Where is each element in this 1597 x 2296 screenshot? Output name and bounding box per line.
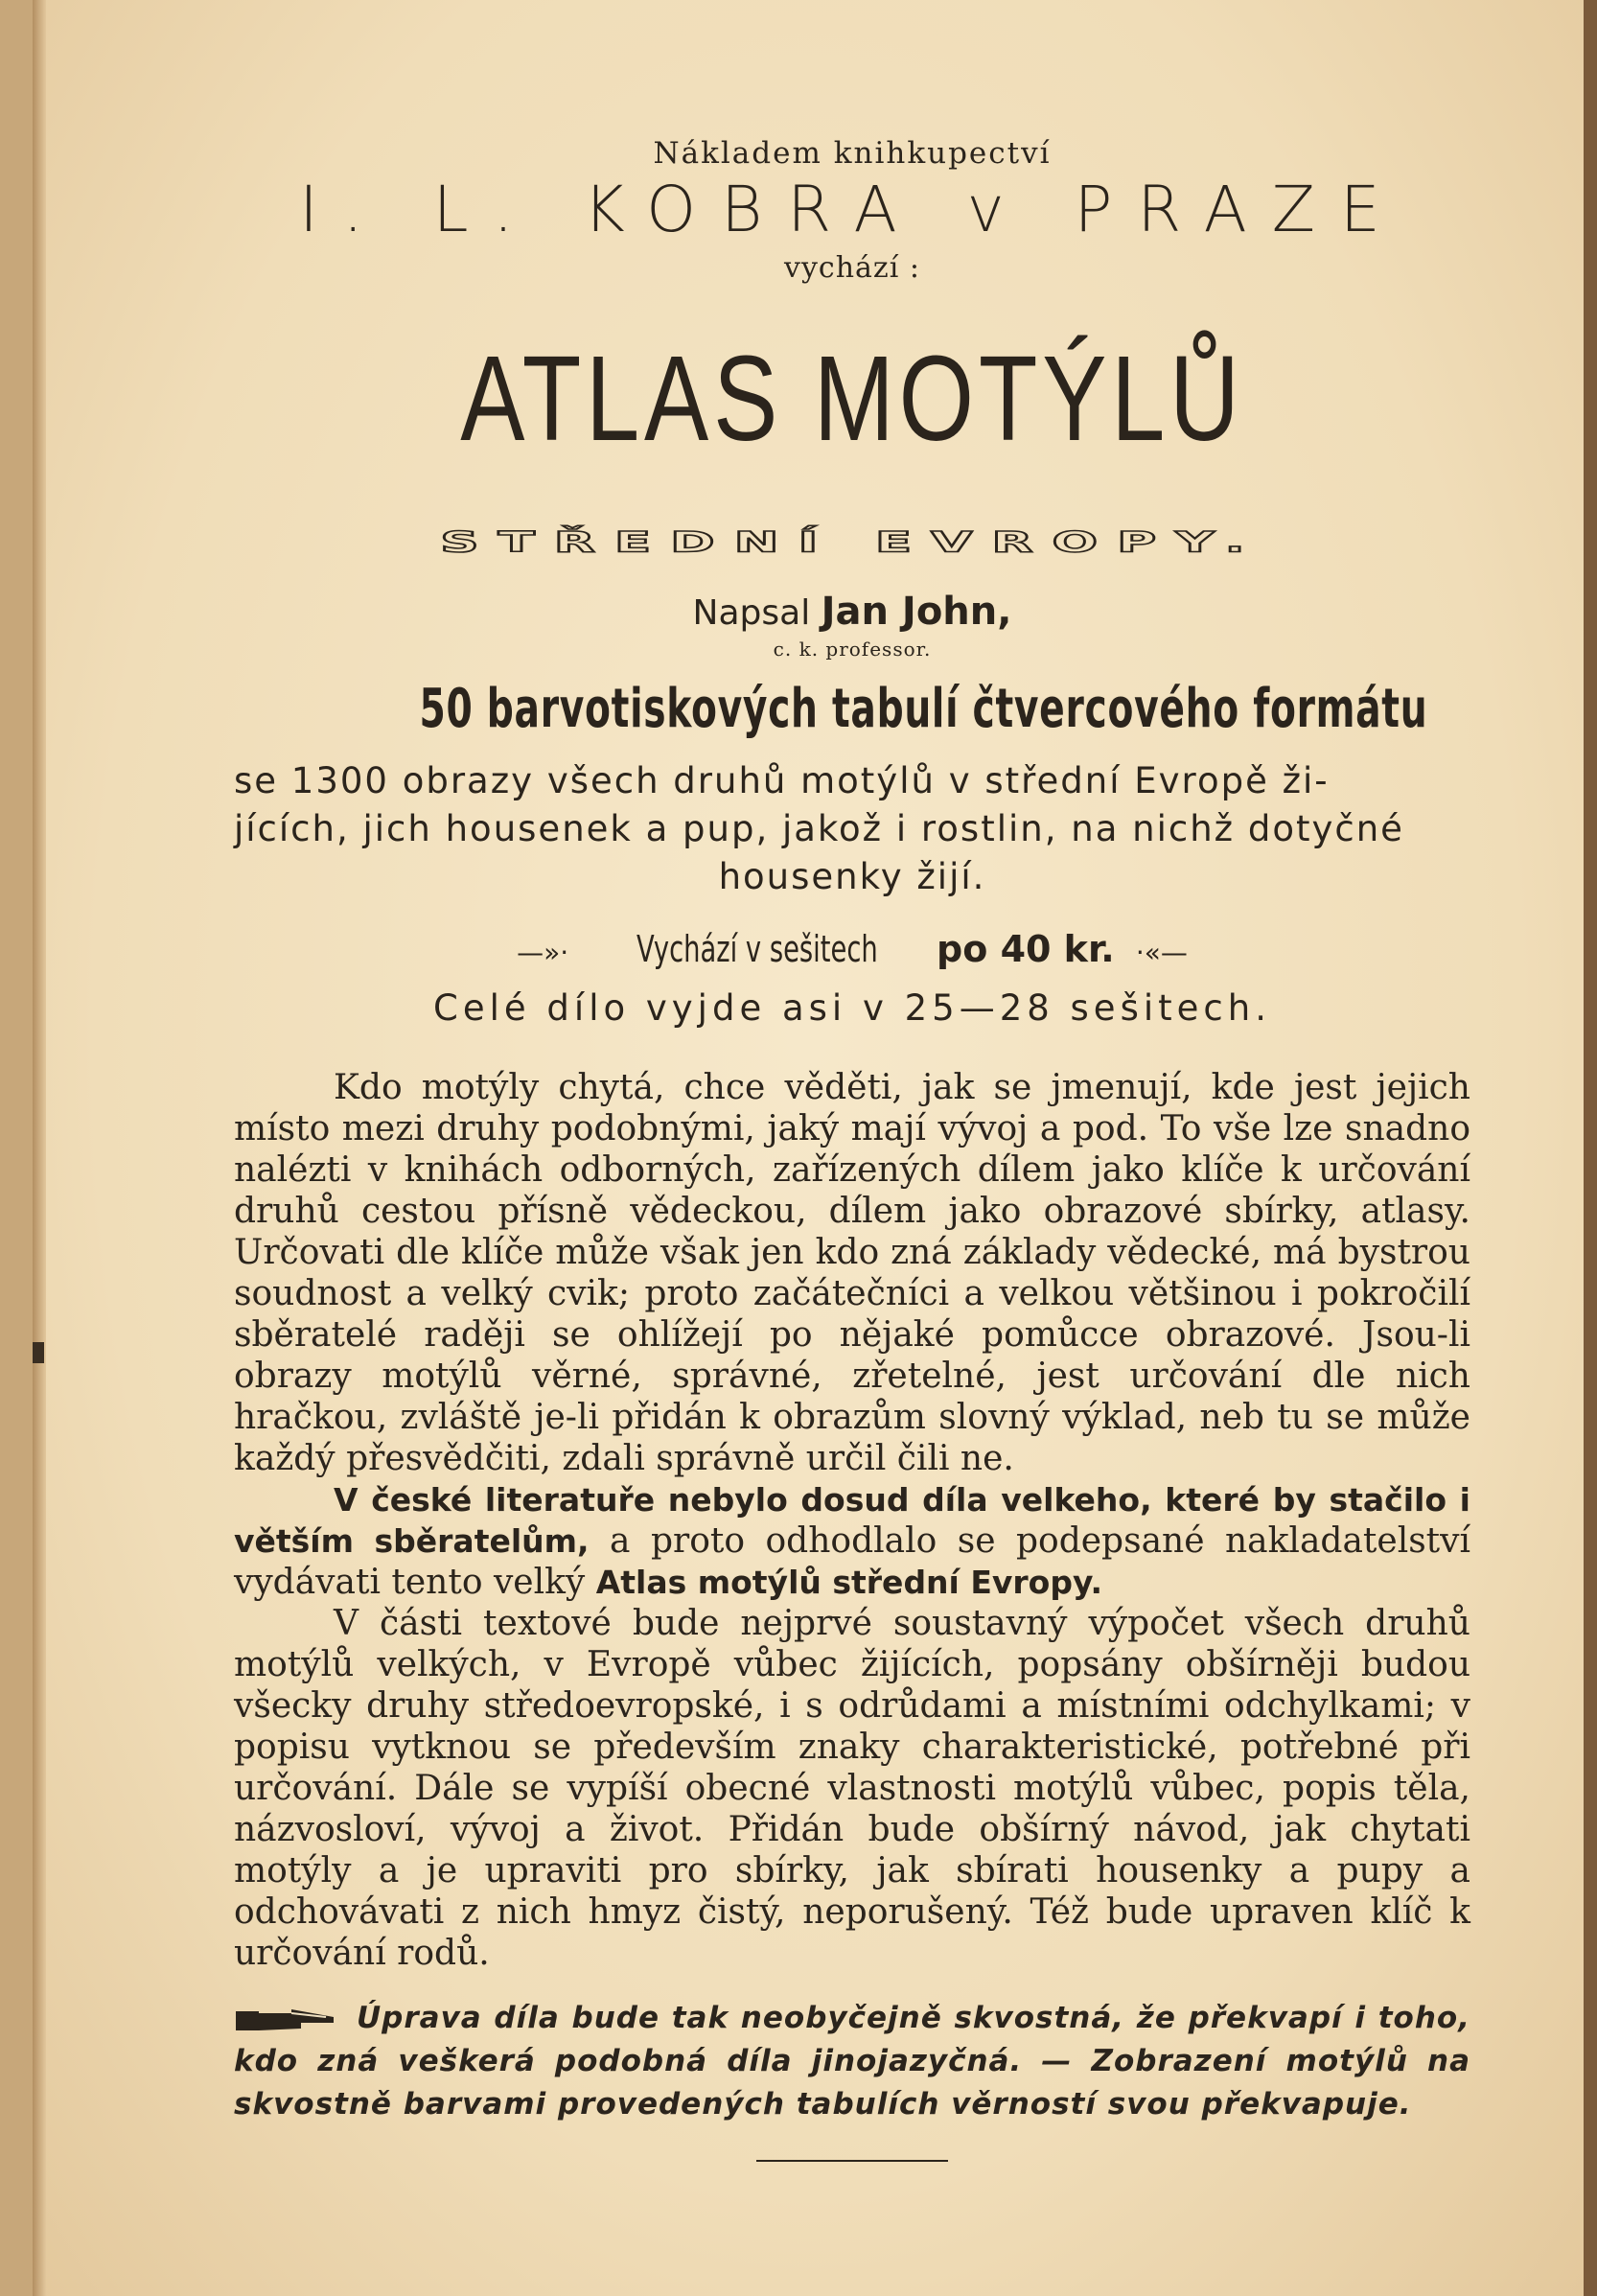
paragraph-2-bold: V české literatuře nebylo dosud díla velkeho, které by stačilo i větším sběratelům,	[234, 1481, 1470, 1560]
author-name: Jan John,	[821, 590, 1012, 634]
final-note	[234, 1997, 1470, 2126]
paragraph-2	[234, 1479, 1470, 1603]
ink-smudge	[33, 1342, 44, 1363]
description-line-2: jících, jich housenek a pup, jakož i rostlin, na nichž dotyčné	[234, 808, 1404, 849]
right-ornament: ·«—	[1135, 937, 1188, 968]
pointing-hand-icon	[234, 2006, 339, 2034]
book-subtitle: STŘEDNÍ EVROPY.	[440, 525, 1264, 559]
issue-price: po 40 kr.	[937, 928, 1115, 970]
final-note-text: Úprava díla bude tak neobyčejně skvostná, že překvapí i toho, kdo zná veškerá podobná díla jinojazyčná. — Zobrazení motýlů na skvostně barvami provedených tabulích věrností svou překvapuje.	[234, 2001, 1470, 2122]
body-text	[234, 1067, 1470, 1974]
issue-line	[234, 928, 1470, 970]
plates-heading: 50 barvotiskových tabulí čtvercového formátu	[419, 678, 1428, 740]
book-title: ATLAS MOTÝLŮ	[460, 331, 1244, 466]
issue-text: Vychází v sešitech	[636, 928, 878, 970]
description-line-3: housenky žijí.	[718, 856, 986, 897]
paragraph-1: Kdo motýly chytá, chce věděti, jak se jmenují, kde jest jejich místo mezi druhy podobnými, jaký mají vývoj a pod. To vše lze snadno nalézti v knihách odborných, zařízených dílem jako klíče k určování druhů cestou přísně vědeckou, dílem jako obrazové sbírky, atlasy. Určovati dle klíče může však jen kdo zná základy vědecké, má bystrou soudnost a velký cvik; proto začátečníci a velkou většinou i pokročilí sběratelé raději se ohlížejí po nějaké pomůcce obrazové. Jsou-li obrazy motýlů věrné, správné, zřetelné, jest určování dle nich hračkou, zvláště je-li přidán k obrazům slovný výklad, neb tu se může každý přesvědčiti, zdali správně určil čili ne.	[234, 1068, 1470, 1478]
author-line	[234, 590, 1470, 634]
publisher-intro: Nákladem knihkupectví	[653, 136, 1052, 171]
closing-rule	[756, 2159, 948, 2163]
description	[234, 757, 1470, 901]
paragraph-2-text: a proto odhodlalo se podepsané nakladatelství vydávati tento velký	[234, 1521, 1470, 1602]
page-fold	[33, 0, 46, 2296]
whole-work-line: Celé dílo vyjde asi v 25—28 sešitech.	[433, 987, 1271, 1029]
author-position: c. k. professor.	[773, 638, 932, 661]
paragraph-2-atlas: Atlas motýlů střední Evropy.	[595, 1564, 1102, 1601]
left-ornament: —»·	[517, 937, 569, 968]
publisher-name: I. L. KOBRA v PRAZE	[299, 173, 1405, 246]
description-line-1: se 1300 obrazy všech druhů motýlů v střední Evropě ži-	[234, 760, 1330, 801]
advertisement	[234, 125, 1470, 2163]
paragraph-3: V části textové bude nejprvé soustavný výpočet všech druhů motýlů velkých, v Evropě vůbec žijících, popsány obšírněji budou všecky druhy středoevropské, i s odrůdami a místními odchylkami; v popisu vytknou se především znaky charakteristické, potřebné při určování. Dále se vypíší obecné vlastnosti motýlů vůbec, popis těla, názvosloví, vývoj a život. Přidán bude obšírný návod, jak chytati motýly a je upraviti pro sbírky, jak sbírati housenky a pupy a odchovávati z nich hmyz čistý, neporušený. Též bude upraven klíč k určování rodů.	[234, 1604, 1470, 1973]
publishes-label: vychází :	[784, 251, 920, 285]
author-prefix: Napsal	[692, 593, 811, 633]
